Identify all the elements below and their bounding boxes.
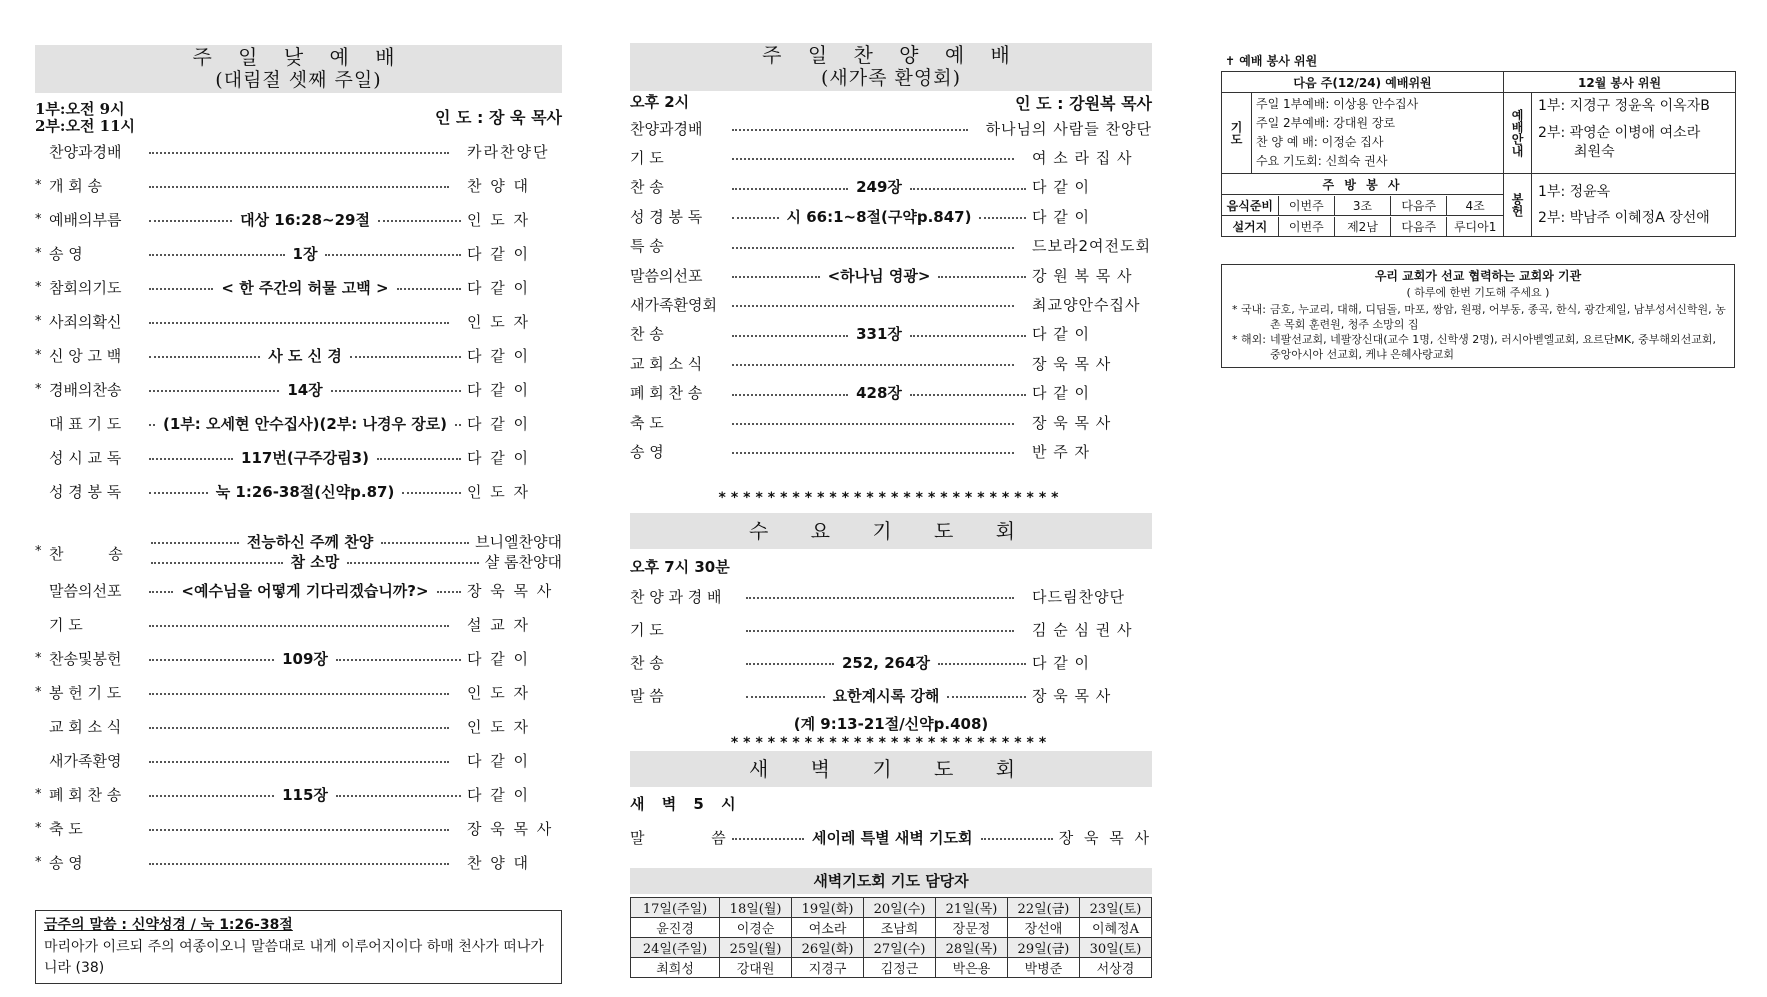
star-mark: * xyxy=(35,820,42,836)
committee-table xyxy=(1221,71,1736,237)
chanson-hymn-1: 전능하신 주께 찬양 xyxy=(246,532,374,551)
divider-stars-2: ************************** xyxy=(730,735,1052,751)
order-row xyxy=(35,749,562,771)
order-person: 인 도 자 xyxy=(467,683,531,702)
order-person: 다 같 이 xyxy=(467,448,531,467)
order-label: 찬 송 xyxy=(630,325,664,344)
mission-foreign xyxy=(1222,332,1734,362)
order-row xyxy=(630,618,1152,640)
duty-cell: 윤진경 xyxy=(631,918,720,938)
dawn-duty-table xyxy=(630,897,1152,978)
order-person: 다 같 이 xyxy=(467,278,531,297)
next-week-committee: 다음 주(12/24) 예배위원 xyxy=(1222,72,1504,93)
dawn-sermon-row xyxy=(630,826,1152,848)
order-person: 다 같 이 xyxy=(467,785,531,804)
order-label: 찬 양 과 경 배 xyxy=(630,587,722,606)
order-label: 성 경 봉 독 xyxy=(49,482,122,501)
wednesday-scripture: (계 9:13-21절/신약p.408) xyxy=(793,715,989,733)
kitchen-cell: 이번주 xyxy=(1278,196,1334,215)
order-label: 축 도 xyxy=(49,819,83,838)
order-row xyxy=(35,480,562,502)
star-mark: * xyxy=(35,347,42,363)
mission-domestic xyxy=(1222,300,1734,332)
kitchen-cell: 3조 xyxy=(1334,196,1390,215)
order-person: 찬 양 대 xyxy=(467,853,531,872)
service-time-2: 2부:오전 11시 xyxy=(35,117,136,135)
order-row xyxy=(35,242,562,264)
order-row xyxy=(630,651,1152,673)
order-row xyxy=(630,264,1152,286)
mission-box xyxy=(1221,264,1735,368)
order-person: 김 순 심 권 사 xyxy=(1032,620,1133,639)
order-row xyxy=(35,681,562,703)
order-row xyxy=(630,117,1152,139)
order-row xyxy=(630,585,1152,607)
order-person: 인 도 자 xyxy=(467,312,531,331)
order-row xyxy=(35,276,562,298)
dawn-sermon-topic: 세이레 특별 새벽 기도회 xyxy=(811,828,973,847)
kitchen-title: 주 방 봉 사 xyxy=(1222,174,1504,195)
prayer-line: 찬 양 예 배: 이정순 집사 xyxy=(1256,135,1384,149)
order-row xyxy=(35,310,562,332)
order-person: 최교양안수집사 xyxy=(1032,295,1141,314)
order-row xyxy=(630,293,1152,315)
order-label: 봉 헌 기 도 xyxy=(49,683,122,702)
mission-foreign-list: 네팔선교회, 네팔장신대(교수 1명, 신학생 2명), 러시아벧엘교회, 요르단MK, 중부해외선교회, 중앙아시아 선교회, 케냐 은혜사랑교회 xyxy=(1269,333,1716,361)
order-row xyxy=(630,684,1152,706)
order-detail: 331장 xyxy=(856,325,902,344)
order-label: 새가족환영 xyxy=(49,751,122,770)
leader: 인 도 : 장 욱 목사 xyxy=(435,108,562,127)
mission-title: 우리 교회가 선교 협력하는 교회와 기관 xyxy=(1374,269,1582,283)
order-label: 폐 회 찬 송 xyxy=(49,785,122,804)
order-label: 찬 송 xyxy=(630,178,664,197)
duty-row xyxy=(631,938,1152,958)
duty-cell: 19일(화) xyxy=(792,898,864,918)
order-detail: <예수님을 어떻게 기다리겠습니까?> xyxy=(181,581,429,600)
star-mark: * xyxy=(35,177,42,193)
order-label: 말 씀 xyxy=(630,686,664,705)
duty-cell: 26일(화) xyxy=(792,938,864,958)
sunday-morning-header xyxy=(35,45,562,93)
duty-cell: 강대원 xyxy=(720,958,792,978)
order-label: 축 도 xyxy=(630,413,664,432)
divider-stars-1: **************************** xyxy=(718,490,1064,506)
order-label: 새가족환영회 xyxy=(630,295,717,314)
guide-label: 예배안내 xyxy=(1504,93,1532,174)
sunday-morning-subtitle: (대림절 셋째 주일) xyxy=(215,69,382,91)
order-row xyxy=(35,412,562,434)
duty-cell: 이혜정A xyxy=(1079,918,1151,938)
order-row xyxy=(630,235,1152,257)
order-detail: 252, 264장 xyxy=(841,653,931,672)
duty-cell: 25일(월) xyxy=(720,938,792,958)
kitchen-cell: 루디아1 xyxy=(1453,219,1497,234)
duty-cell: 22일(금) xyxy=(1007,898,1079,918)
sunday-praise-subtitle: (새가족 환영회) xyxy=(821,67,961,89)
order-person: 찬 양 대 xyxy=(467,176,531,195)
order-detail: <하나님 영광> xyxy=(827,266,931,285)
order-person: 다 같 이 xyxy=(1032,207,1091,226)
chanson-row xyxy=(35,530,562,574)
mission-domestic-label: * 국내: xyxy=(1232,303,1266,316)
order-label: 개 회 송 xyxy=(49,176,103,195)
kitchen-cell: 다음주 xyxy=(1391,196,1447,215)
order-person: 장 욱 목 사 xyxy=(1032,413,1112,432)
order-person: 인 도 자 xyxy=(467,210,531,229)
sunday-morning-title: 주 일 낮 예 배 xyxy=(192,45,405,69)
offering-line: 1부: 정윤옥 xyxy=(1538,184,1611,200)
duty-cell: 20일(수) xyxy=(864,898,936,918)
mission-foreign-label: * 해외: xyxy=(1232,333,1266,346)
service-time-1: 1부:오전 9시 xyxy=(35,100,125,118)
order-person: 반 주 자 xyxy=(1032,442,1091,461)
order-label: 찬양과경배 xyxy=(630,119,703,138)
order-detail: 109장 xyxy=(282,649,328,668)
chanson-label: 찬 송 xyxy=(49,545,123,563)
order-row xyxy=(630,382,1152,404)
duty-cell: 최희성 xyxy=(631,958,720,978)
order-person: 다 같 이 xyxy=(1032,653,1091,672)
order-label: 기 도 xyxy=(49,615,83,634)
committee-header-text: 예배 봉사 위원 xyxy=(1239,54,1318,68)
order-detail: 눅 1:26-38절(신약p.87) xyxy=(215,482,395,501)
order-label: 기 도 xyxy=(630,148,664,167)
order-person: 다 같 이 xyxy=(1032,384,1091,403)
duty-cell: 서상경 xyxy=(1079,958,1151,978)
cross-icon: ✝ xyxy=(1225,54,1236,68)
order-row xyxy=(35,579,562,601)
order-detail: 사 도 신 경 xyxy=(268,346,342,365)
duty-cell: 박병준 xyxy=(1007,958,1079,978)
order-person: 하나님의 사람들 찬양단 xyxy=(985,119,1152,138)
order-person: 다 같 이 xyxy=(467,244,531,263)
duty-cell: 장선애 xyxy=(1007,918,1079,938)
order-row xyxy=(35,783,562,805)
order-row xyxy=(35,613,562,635)
order-person: 다 같 이 xyxy=(467,346,531,365)
order-detail: 1장 xyxy=(292,244,318,263)
order-detail: 대상 16:28~29절 xyxy=(240,210,370,229)
duty-cell: 여소라 xyxy=(792,918,864,938)
chanson-hymn-2: 참 소망 xyxy=(290,552,340,571)
order-person: 카라찬양단 xyxy=(467,142,550,161)
star-mark: * xyxy=(35,381,42,397)
praise-time: 오후 2시 xyxy=(630,93,690,111)
order-row xyxy=(35,378,562,400)
kitchen-row-dish xyxy=(1222,216,1504,237)
star-mark: * xyxy=(35,279,42,295)
duty-row xyxy=(631,918,1152,938)
star-mark: * xyxy=(35,544,42,559)
duty-cell: 23일(토) xyxy=(1079,898,1151,918)
duty-cell: 21일(목) xyxy=(936,898,1008,918)
kitchen-row-food xyxy=(1222,195,1504,216)
order-label: 송 영 xyxy=(630,442,664,461)
guide-line: 최원숙 xyxy=(1574,144,1615,160)
mission-domestic-list: 금호, 누교리, 대해, 디딤돌, 마포, 쌍암, 원평, 어부동, 종곡, 한식, 광간제일, 남부성서신학원, 농촌 목회 훈련원, 청주 소망의 집 xyxy=(1269,303,1726,331)
order-detail: 117번(구주강림3) xyxy=(241,448,369,467)
duty-row xyxy=(631,898,1152,918)
chanson-choir-1: 브니엘찬양대 xyxy=(475,532,563,551)
prayer-label: 기도 xyxy=(1222,93,1252,174)
order-person: 인 도 자 xyxy=(467,717,531,736)
duty-cell: 18일(월) xyxy=(720,898,792,918)
order-label: 찬 송 xyxy=(630,653,664,672)
duty-cell: 장문정 xyxy=(936,918,1008,938)
duty-cell: 24일(주일) xyxy=(631,938,720,958)
order-detail: 428장 xyxy=(856,384,902,403)
order-row xyxy=(35,174,562,196)
duty-cell: 27일(수) xyxy=(864,938,936,958)
order-label: 폐 회 찬 송 xyxy=(630,384,703,403)
offering-line: 2부: 박남주 이혜정A 장선애 xyxy=(1538,210,1710,226)
order-detail: 115장 xyxy=(282,785,328,804)
order-detail: (1부: 오세현 안수집사)(2부: 나경우 장로) xyxy=(162,414,448,433)
duty-cell: 지경구 xyxy=(792,958,864,978)
order-person: 다 같 이 xyxy=(1032,325,1091,344)
kitchen-cell: 설거지 xyxy=(1222,217,1278,236)
prayer-list xyxy=(1252,93,1504,174)
order-row xyxy=(35,446,562,468)
duty-cell: 29일(금) xyxy=(1007,938,1079,958)
december-committee: 12월 봉사 위원 xyxy=(1504,72,1736,93)
order-label: 예배의부름 xyxy=(49,210,122,229)
order-row xyxy=(630,440,1152,462)
order-detail: < 한 주간의 허물 고백 > xyxy=(221,278,389,297)
order-person: 다 같 이 xyxy=(467,380,531,399)
order-row xyxy=(35,344,562,366)
order-label: 기 도 xyxy=(630,620,664,639)
wednesday-title: 수 요 기 도 회 xyxy=(630,513,1152,549)
mission-subtitle: ( 하루에 한번 기도해 주세요 ) xyxy=(1406,286,1550,299)
order-person: 여 소 라 집 사 xyxy=(1032,148,1133,167)
weekly-verse-text: 마리아가 이르되 주의 여종이오니 말씀대로 내게 이루어지이다 하매 천사가 떠나가니라 (38) xyxy=(44,939,544,976)
order-person: 다 같 이 xyxy=(467,751,531,770)
sunday-praise-title: 주 일 찬 양 예 배 xyxy=(762,43,1020,67)
order-row xyxy=(630,323,1152,345)
star-mark: * xyxy=(35,786,42,802)
dawn-sermon-preacher: 장 욱 목 사 xyxy=(1058,828,1152,847)
kitchen-cell: 제2남 xyxy=(1334,217,1390,236)
duty-cell: 조남희 xyxy=(864,918,936,938)
order-row xyxy=(35,208,562,230)
offering-list xyxy=(1532,174,1736,237)
duty-cell: 30일(토) xyxy=(1079,938,1151,958)
chanson-choir-2: 샬 롬찬양대 xyxy=(484,552,563,571)
order-label: 교 회 소 식 xyxy=(49,717,122,736)
order-person: 드보라2여전도회 xyxy=(1032,237,1151,256)
star-mark: * xyxy=(35,854,42,870)
order-label: 특 송 xyxy=(630,237,664,256)
duty-cell: 17일(주일) xyxy=(631,898,720,918)
duty-row xyxy=(631,958,1152,978)
order-person: 장 욱 목 사 xyxy=(1032,686,1112,705)
order-label: 참회의기도 xyxy=(49,278,122,297)
order-label: 송 영 xyxy=(49,853,83,872)
committee-header xyxy=(1225,52,1317,69)
order-label: 말씀의선포 xyxy=(49,581,122,600)
order-detail: 249장 xyxy=(856,178,902,197)
dawn-time: 새 벽 5 시 xyxy=(630,795,742,813)
order-detail: 14장 xyxy=(287,380,323,399)
offering-label: 봉헌 xyxy=(1504,174,1532,237)
order-label: 성 경 봉 독 xyxy=(630,207,703,226)
chanson-line-1 xyxy=(145,530,562,552)
order-label: 성 시 교 독 xyxy=(49,448,122,467)
order-person: 인 도 자 xyxy=(467,482,531,501)
prayer-line: 수요 기도회: 신희숙 권사 xyxy=(1256,154,1388,168)
kitchen-cell: 이번주 xyxy=(1278,217,1334,236)
order-label: 말씀의선포 xyxy=(630,266,703,285)
prayer-line: 주일 1부예배: 이상용 안수집사 xyxy=(1256,97,1419,111)
sunday-praise-header xyxy=(630,43,1152,91)
dawn-sermon-label: 말 씀 xyxy=(630,828,726,847)
order-person: 다드림찬양단 xyxy=(1032,587,1125,606)
order-label: 찬송및봉헌 xyxy=(49,649,122,668)
order-label: 사죄의확신 xyxy=(49,312,122,331)
order-person: 다 같 이 xyxy=(1032,178,1091,197)
order-detail: 요한계시록 강해 xyxy=(832,686,940,705)
dawn-title: 새 벽 기 도 회 xyxy=(630,751,1152,787)
wednesday-time: 오후 7시 30분 xyxy=(630,558,730,576)
order-row xyxy=(630,352,1152,374)
order-label: 교 회 소 식 xyxy=(630,354,703,373)
praise-leader: 인 도 : 강원복 목사 xyxy=(1015,94,1152,113)
order-row xyxy=(35,140,562,162)
order-person: 설 교 자 xyxy=(467,615,531,634)
order-label: 신 앙 고 백 xyxy=(49,346,122,365)
order-person: 장 욱 목 사 xyxy=(1032,354,1112,373)
order-label: 대 표 기 도 xyxy=(49,414,122,433)
order-person: 다 같 이 xyxy=(467,414,531,433)
kitchen-cell: 음식준비 xyxy=(1222,196,1278,215)
kitchen-cell: 4조 xyxy=(1465,198,1485,213)
guide-line: 1부: 지경구 정윤옥 이옥자B xyxy=(1538,98,1710,114)
order-row xyxy=(35,817,562,839)
order-row xyxy=(630,411,1152,433)
order-person: 강 원 복 목 사 xyxy=(1032,266,1133,285)
duty-cell: 이경순 xyxy=(720,918,792,938)
guide-list xyxy=(1532,93,1736,174)
chanson-line-2 xyxy=(145,550,562,572)
order-label: 찬양과경배 xyxy=(49,142,122,161)
order-detail: 시 66:1~8절(구약p.847) xyxy=(786,207,972,226)
order-row xyxy=(35,851,562,873)
order-label: 송 영 xyxy=(49,244,83,263)
order-label: 경배의찬송 xyxy=(49,380,122,399)
prayer-line: 주일 2부예배: 강대원 장로 xyxy=(1256,116,1396,130)
order-person: 장 욱 목 사 xyxy=(467,581,554,600)
star-mark: * xyxy=(35,211,42,227)
star-mark: * xyxy=(35,684,42,700)
order-row xyxy=(630,205,1152,227)
order-person: 다 같 이 xyxy=(467,649,531,668)
weekly-verse-title: 금주의 말씀 : 신약성경 / 눅 1:26-38절 xyxy=(44,917,293,933)
order-person: 장 욱 목 사 xyxy=(467,819,554,838)
order-row xyxy=(35,647,562,669)
duty-cell: 박은용 xyxy=(936,958,1008,978)
order-row xyxy=(35,715,562,737)
kitchen-cell: 다음주 xyxy=(1391,217,1447,236)
guide-line: 2부: 곽영순 이병애 여소라 xyxy=(1538,125,1701,141)
order-row xyxy=(630,146,1152,168)
weekly-verse-box xyxy=(35,910,562,984)
star-mark: * xyxy=(35,245,42,261)
star-mark: * xyxy=(35,313,42,329)
dawn-duty-title: 새벽기도회 기도 담당자 xyxy=(630,868,1152,894)
duty-cell: 28일(목) xyxy=(936,938,1008,958)
order-row xyxy=(630,176,1152,198)
star-mark: * xyxy=(35,650,42,666)
duty-cell: 김정근 xyxy=(864,958,936,978)
